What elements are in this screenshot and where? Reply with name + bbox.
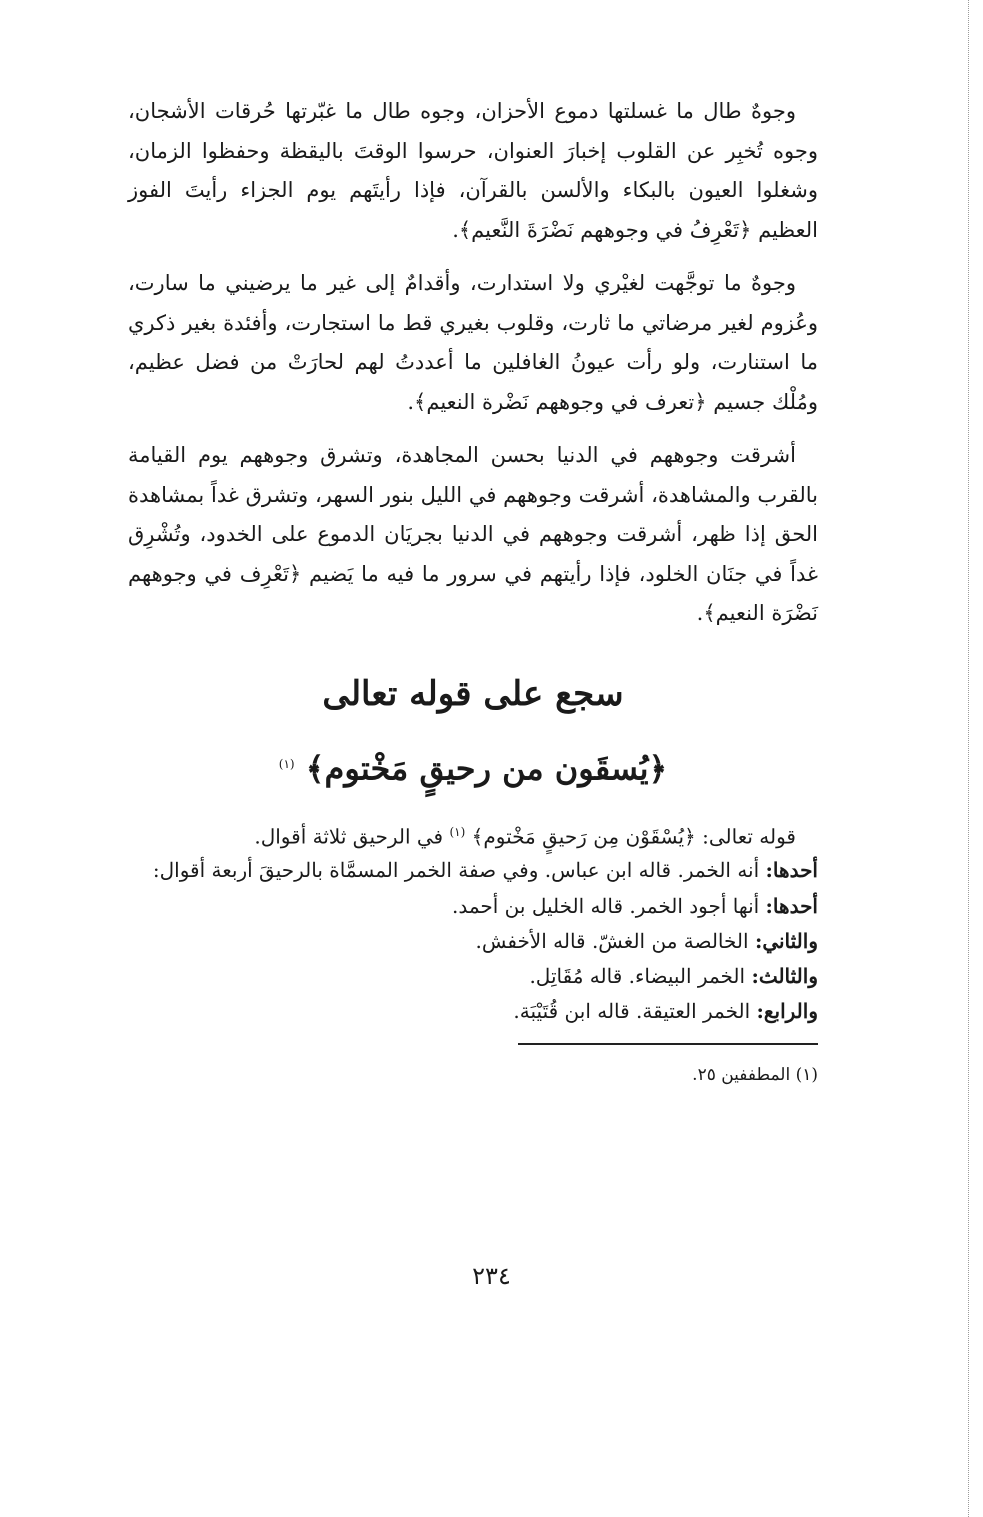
paragraph-2: وجوهٌ ما توجَّهت لغيْري ولا استدارت، وأقدامٌ إلى غير ما يرضيني ما سارت، وعُزوم لغير مرضاتي ما ثارت، وقلوب بغيري قط ما استجارت، وأفئدة بغير ذكري ما استنارت، ولو رأت عيونُ الغافلين ما أعددتُ لهم لحارَتْ من فضل عظيم، ومُلْك جسيم ﴿تعرف في وجوههم نَضْرة النعيم﴾. [128,271,818,414]
verse-heading-text: ﴿يُسقَون من رحيقٍ مَخْتوم﴾ [305,749,668,788]
footnote-divider [518,1043,818,1045]
list-item-label: أحدها: [765,893,818,918]
paragraph-1: وجوهٌ طال ما غسلتها دموع الأحزان، وجوه طال ما غبّرتها حُرقات الأشجان، وجوه تُخبِر عن القلوب إخبارَ العنوان، حرسوا الوقتَ باليقظة وحفظوا الزمان، وشغلوا العيون بالبكاء والألسن بالقرآن، فإذا رأيتَهم يوم الجزاء رأيتَ الفوز العظيم ﴿تَعْرِفُ في وجوههم نَضْرَةَ النَّعيم﴾. [128,99,819,242]
intro-rest: في الرحيق ثلاثة أقوال. [254,824,444,849]
list-item [128,889,818,924]
page-number: ٢٣٤ [472,1262,511,1290]
list-item-label: والثالث: [751,963,818,988]
list-item [128,994,818,1029]
footnote-marker: (١) [278,756,295,771]
verse-heading [128,734,818,799]
page-content [128,92,818,1087]
section-heading: سجع على قوله تعالى [322,673,624,714]
list-item-label: والرابع: [756,998,818,1023]
list-item-text: أنها أجود الخمر. قاله الخليل بن أحمد. [451,893,760,918]
first-saying-text: أنه الخمر. قاله ابن عباس. وفي صفة الخمر المسمَّاة بالرحيقَ أربعة أقوال: [152,857,760,882]
list-item-text: الخمر العتيقة. قاله ابن قُتَيْبَة. [513,998,751,1023]
list-item [128,924,818,959]
list-item [128,959,818,994]
paragraph-3: أشرقت وجوههم في الدنيا بحسن المجاهدة، وتشرق وجوههم يوم القيامة بالقرب والمشاهدة، أشرقت وجوههم في الليل بنور السهر، وتشرق غداً بمشاهدة الحق إذا ظهر، أشرقت وجوههم في الدنيا بجريَان الدموع على الخدود، وتُشْرِق غداً في جنَان الخلود، فإذا رأيتهم في سرور ما فيه ما يَضيم ﴿تَعْرِف في وجوههم نَضْرَة النعيم﴾. [128,443,818,625]
intro-footnote-marker: (١) [449,825,466,840]
intro-lead: قوله تعالى: ﴿يُسْقَوْن مِن رَحيقٍ مَخْتوم﴾ [471,824,796,849]
list-item-text: الخمر البيضاء. قاله مُقَاتِل. [529,963,746,988]
sayings-list [128,889,818,1029]
footnote: (١) المطففين ٢٥. [692,1064,818,1085]
first-saying-label: أحدها: [765,857,818,882]
intro-line [128,816,818,854]
list-item-text: الخالصة من الغشّ. قاله الأخفش. [475,928,749,953]
first-saying [128,854,818,887]
list-item-label: والثاني: [754,928,818,953]
